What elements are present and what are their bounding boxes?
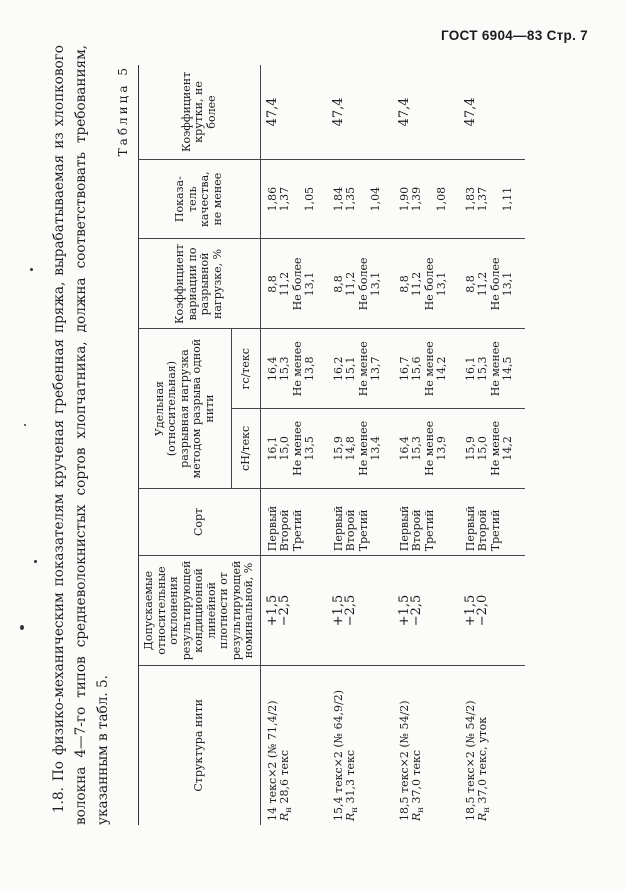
table-row: [260, 65, 327, 825]
grade-value: Третий: [290, 509, 304, 551]
structure-resultant: 37,0 текс, уток: [476, 716, 489, 804]
structure-cell: [260, 665, 327, 825]
page-header: ГОСТ 6904—83 Стр. 7: [440, 28, 588, 43]
variation-value: 11,2: [344, 271, 357, 296]
speck-mark: [20, 625, 24, 630]
header-breaking-load: Удельная (относительная) разрывная нагрузка методом разрыва одной нити: [139, 328, 232, 487]
gs-tex-value: Не менее: [422, 340, 436, 396]
deviation-minus: −2,5: [409, 594, 424, 626]
quality-cell: [393, 159, 459, 239]
gs-tex-value: 16,7: [397, 355, 411, 381]
twist-value: 47,4: [462, 96, 478, 126]
table-row: [393, 65, 459, 825]
variation-value: 13,1: [303, 271, 316, 296]
cn-tex-value: Не менее: [488, 420, 502, 476]
cn-tex-cell: [327, 408, 393, 488]
table-row: [327, 65, 393, 825]
quality-value: 1,83: [463, 186, 477, 211]
cn-tex-value: 15,9: [463, 435, 477, 461]
quality-cell: [327, 159, 393, 239]
structure-cell: [459, 665, 525, 825]
cn-tex-value: Не менее: [356, 420, 370, 476]
structure-cell: [393, 665, 459, 825]
grade-value: Первый: [397, 505, 411, 551]
variation-value: 8,8: [265, 274, 279, 293]
header-quality: Показа-тель качества, не менее: [139, 159, 261, 239]
speck-mark: [30, 268, 33, 271]
twist-cell: [393, 65, 459, 159]
cn-tex-value: 13,5: [303, 435, 316, 461]
header-structure: Структура нити: [139, 665, 261, 825]
deviation-minus: −2,5: [343, 594, 358, 626]
variation-value: 8,8: [463, 274, 477, 293]
resultant-subscript: н: [416, 806, 427, 813]
header-grade: Сорт: [139, 488, 261, 556]
quality-value: 1,90: [397, 186, 411, 211]
intro-text: 1.8. По физико-механическим показателям крученая гребенная пряжа, вырабатываемая из хлопкового волокна 4—7-го типов средневолокнистых сортов хлопчатника, должна соответствовать требованиям, указанным в табл. 5.: [51, 44, 111, 825]
quality-value: 1,86: [265, 186, 279, 211]
table-5: [138, 65, 525, 825]
resultant-symbol: R: [476, 812, 489, 821]
structure-resultant: 28,6 текс: [278, 749, 291, 804]
variation-cell: [459, 238, 525, 328]
gs-tex-value: 13,7: [369, 355, 382, 381]
grade-value: Второй: [278, 508, 291, 551]
cn-tex-value: 15,0: [278, 435, 291, 461]
twist-cell: [459, 65, 525, 159]
structure-resultant: 37,0 текс: [410, 749, 423, 804]
gs-tex-cell: [393, 328, 459, 408]
grade-value: Второй: [476, 508, 489, 551]
resultant-symbol: R: [344, 812, 357, 821]
table-label: Таблица 5: [116, 64, 130, 156]
deviation-plus: +1,5: [330, 594, 346, 626]
structure-line: 14 текс×2 (№ 71,4/2): [265, 699, 279, 821]
cn-tex-value: Не менее: [422, 420, 436, 476]
cn-tex-value: 16,1: [265, 435, 279, 461]
variation-cell: [327, 238, 393, 328]
structure-resultant: 31,3 текс: [344, 749, 357, 804]
gs-tex-value: 15,3: [476, 355, 489, 381]
header-variation: Коэффициент вариации по разрывной нагрузке, %: [139, 238, 261, 328]
deviation-cell: [260, 555, 327, 664]
gs-tex-value: 15,1: [344, 355, 357, 381]
grade-cell: [327, 488, 393, 556]
twist-cell: [327, 65, 393, 159]
resultant-subscript: н: [350, 806, 361, 813]
variation-cell: [260, 238, 327, 328]
cn-tex-value: Не менее: [290, 420, 304, 476]
gs-tex-value: Не менее: [488, 340, 502, 396]
grade-cell: [260, 488, 327, 556]
variation-value: 8,8: [397, 274, 411, 293]
structure-line: 15,4 текс×2 (№ 64,9/2): [331, 689, 345, 821]
gs-tex-value: 16,1: [463, 355, 477, 381]
variation-cell: [393, 238, 459, 328]
cn-tex-value: 14,2: [501, 435, 514, 461]
gs-tex-value: 13,8: [303, 355, 316, 381]
gs-tex-value: 14,2: [435, 355, 448, 381]
variation-value: 8,8: [331, 274, 345, 293]
cn-tex-value: 16,4: [397, 435, 411, 461]
quality-value: 1,04: [368, 186, 382, 211]
quality-value: 1,08: [434, 186, 448, 211]
quality-cell: [459, 159, 525, 239]
quality-value: 1,84: [331, 186, 345, 211]
table-row: [459, 65, 525, 825]
variation-value: 13,1: [501, 271, 514, 296]
variation-value: 13,1: [435, 271, 448, 296]
variation-value: 11,2: [476, 271, 489, 296]
gs-tex-cell: [260, 328, 327, 408]
quality-value: 1,39: [410, 186, 423, 211]
gs-tex-value: 15,3: [278, 355, 291, 381]
cn-tex-value: 15,3: [410, 435, 423, 461]
variation-value: Не более: [422, 257, 436, 310]
gs-tex-cell: [327, 328, 393, 408]
structure-cell: [327, 665, 393, 825]
deviation-cell: [459, 555, 525, 664]
quality-value: 1,37: [476, 186, 489, 211]
gs-tex-value: 16,2: [331, 355, 345, 381]
twist-value: 47,4: [396, 96, 412, 126]
resultant-symbol: R: [278, 812, 291, 821]
deviation-minus: −2,5: [277, 594, 292, 626]
gs-tex-value: Не менее: [356, 340, 370, 396]
deviation-cell: [393, 555, 459, 664]
twist-value: 47,4: [264, 96, 280, 126]
grade-cell: [459, 488, 525, 556]
cn-tex-cell: [459, 408, 525, 488]
gs-tex-value: 14,5: [501, 355, 514, 381]
deviation-plus: +1,5: [396, 594, 412, 626]
variation-value: 11,2: [410, 271, 423, 296]
header-gs-tex: гс/текс: [232, 328, 260, 408]
twist-cell: [260, 65, 327, 159]
quality-value: 1,35: [344, 186, 357, 211]
cn-tex-value: 15,0: [476, 435, 489, 461]
cn-tex-value: 13,9: [435, 435, 448, 461]
quality-value: 1,05: [302, 186, 316, 211]
variation-value: Не более: [356, 257, 370, 310]
gs-tex-value: 16,4: [265, 355, 279, 381]
structure-line: 18,5 текс×2 (№ 54/2): [397, 699, 411, 821]
cn-tex-value: 15,9: [331, 435, 345, 461]
grade-value: Третий: [422, 509, 436, 551]
quality-value: 1,11: [500, 186, 514, 211]
deviation-minus: −2,0: [475, 594, 490, 626]
variation-value: 13,1: [369, 271, 382, 296]
cn-tex-value: 13,4: [369, 435, 382, 461]
deviation-cell: [327, 555, 393, 664]
grade-value: Первый: [331, 505, 345, 551]
speck-mark: [34, 560, 37, 563]
header-cn-tex: сН/текс: [232, 408, 260, 488]
grade-value: Второй: [344, 508, 357, 551]
structure-line: 18,5 текс×2 (№ 54/2): [463, 699, 477, 821]
grade-cell: [393, 488, 459, 556]
quality-cell: [260, 159, 327, 239]
header-deviation: Допускаемые относительные отклонения результирующей кондиционной линейной плотности от результирующей номинальной, %: [139, 555, 261, 664]
quality-value: 1,37: [278, 186, 291, 211]
rotated-page-content: [38, 35, 598, 875]
grade-value: Третий: [356, 509, 370, 551]
speck-mark: [24, 424, 26, 426]
gs-tex-cell: [459, 328, 525, 408]
deviation-plus: +1,5: [462, 594, 478, 626]
grade-value: Первый: [463, 505, 477, 551]
header-twist: Коэффициент крутки, не более: [139, 65, 261, 159]
variation-value: 11,2: [278, 271, 291, 296]
gs-tex-value: Не менее: [290, 340, 304, 396]
grade-value: Первый: [265, 505, 279, 551]
resultant-subscript: н: [284, 806, 295, 813]
twist-value: 47,4: [330, 96, 346, 126]
gs-tex-value: 15,6: [410, 355, 423, 381]
grade-value: Третий: [488, 509, 502, 551]
cn-tex-cell: [393, 408, 459, 488]
variation-value: Не более: [488, 257, 502, 310]
resultant-subscript: н: [482, 806, 493, 813]
cn-tex-cell: [260, 408, 327, 488]
variation-value: Не более: [290, 257, 304, 310]
grade-value: Второй: [410, 508, 423, 551]
deviation-plus: +1,5: [264, 594, 280, 626]
resultant-symbol: R: [410, 812, 423, 821]
cn-tex-value: 14,8: [344, 435, 357, 461]
intro-paragraph: [48, 45, 114, 825]
